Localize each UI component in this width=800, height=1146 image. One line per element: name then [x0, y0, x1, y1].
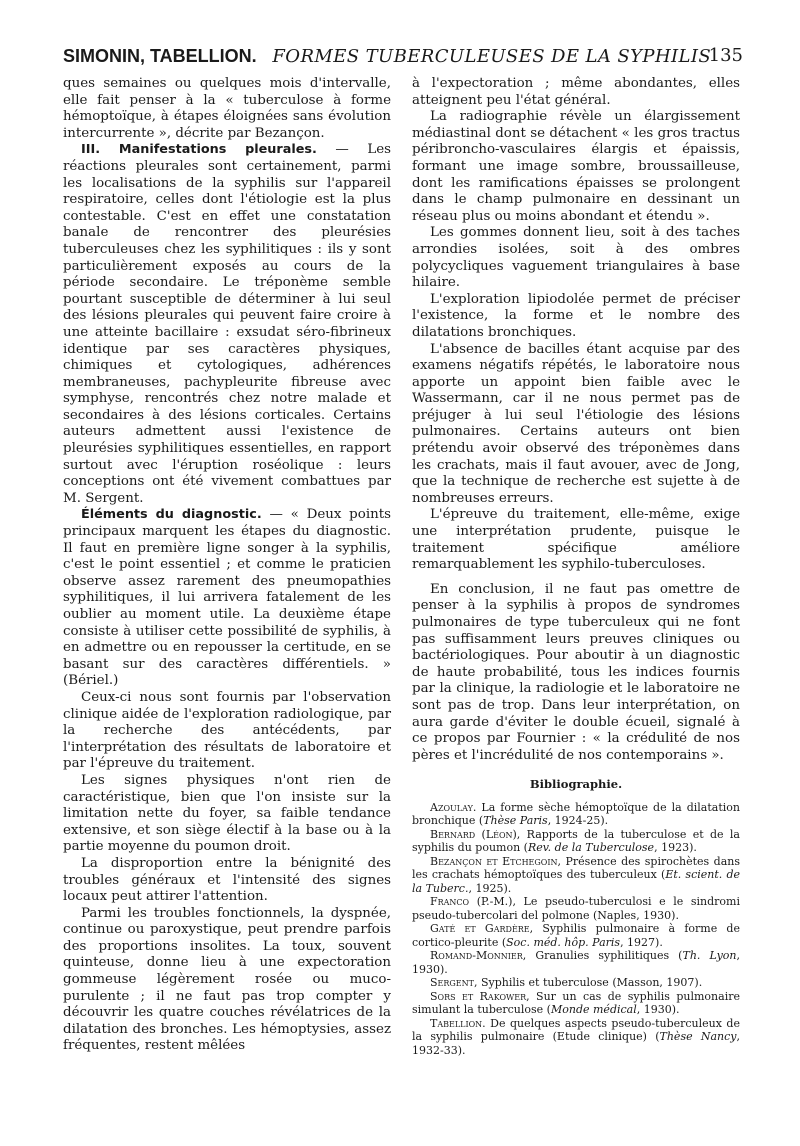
section-heading: Éléments du diagnostic.: [81, 507, 262, 523]
left-column: [63, 76, 391, 1055]
paragraph: L'épreuve du traitement, elle-même, exige une interprétation prudente, puisque le traitement spécifique améliore remarquablement les syphilo-tuberculoses.: [412, 507, 740, 573]
bibliography-entry: Bezançon et Etchegoin, Présence des spirochètes dans les crachats hémoptoïques des tuberculeux (Et. scient. de la Tuberc., 1925).: [412, 854, 741, 895]
paragraph: Parmi les troubles fonctionnels, la dyspnée, continue ou paroxystique, peut prendre parfois des proportions insolites. La toux, souvent quinteuse, donne lieu à une expectoration gommeuse légèrement rosée ou muco-purulente ; il ne faut pas trop compter y découvrir les quatre couches révélatrices de la dilatation des bronches. Les hémoptysies, assez fréquentes, restent mêlées: [63, 905, 391, 1054]
paragraph: Les signes physiques n'ont rien de caractéristique, bien que l'on insiste sur la limitation nette du foyer, sa faible tendance extensive, et son siège électif à la base ou à la partie moyenne du poumon droit.: [63, 772, 391, 855]
paragraph: La radiographie révèle un élargissement médiastinal dont se détachent « les gros tractus péribroncho-vasculaires élargis et épaissis, formant une image sombre, broussailleuse, dont les ramifications épaisses se prolongent dans le champ pulmonaire en dessinant un réseau plus ou moins abondant et étendu ».: [412, 109, 740, 224]
paragraph: Ceux-ci nous sont fournis par l'observation clinique aidée de l'exploration radiologique, par la recherche des antécédents, par l'interprétation des résultats de laboratoire et par l'épreuve du traitement.: [63, 689, 391, 772]
bibliography-entry: Franco (P.-M.), Le pseudo-tuberculosi e le sindromi pseudo-tubercolari del polmone (Naples, 1930).: [412, 895, 740, 922]
page-number: 135: [708, 45, 743, 66]
section-elements-diagnostic: [63, 507, 391, 690]
paragraph: Les gommes donnent lieu, soit à des taches arrondies isolées, soit à des ombres polycycliques vaguement triangulaires à base hilaire.: [412, 225, 740, 291]
conclusion-paragraph: En conclusion, il ne faut pas omettre de penser à la syphilis à propos de syndromes pulmonaires de type tuberculeux qui ne font pas suffisamment leurs preuves cliniques ou bactériologiques. Pour aboutir à un diagnostic de haute probabilité, tous les indices fournis par la clinique, la radiologie et le laboratoire ne sont pas de trop. Dans leur interprétation, on aura garde d'éviter le double écueil, signalé à ce propos par Fournier : « la crédulité de nos pères et l'incrédulité de nos contemporains ».: [412, 581, 740, 763]
section-text: — Les réactions pleurales sont certainement, parmi les localisations de la syphilis sur l'appareil respiratoire, celles dont l'étiologie est la plus contestable. C'est en effet une constatation banale de rencontrer des pleurésies tuberculeuses chez les syphilitiques : ils y sont particulièrement exposés au cours de la période secondaire. Le tréponème semble pourtant susceptible de déterminer à lui seul des lésions pleurales qui peuvent faire croire à une atteinte bacillaire : exsudat séro-fibrineux identique par ses caractères physiques, chimiques et cytologiques, adhérences membraneuses, pachypleurite fibreuse avec symphyse, rencontrés chez notre malade et secondaires à des lésions corticales. Certains auteurs admettent aussi l'existence de pleurésies syphilitiques essentielles, en rapport surtout avec l'éruption roséolique : leurs conceptions ont été vivement combattues par M. Sergent.: [63, 142, 392, 506]
header-authors: SIMONIN, TABELLION.: [63, 46, 257, 66]
running-header: [63, 44, 743, 68]
header-title: FORMES TUBERCULEUSES DE LA SYPHILIS: [272, 46, 712, 67]
bibliography-list: [412, 801, 740, 1058]
section-text: — « Deux points principaux marquent les étapes du diagnostic. Il faut en première ligne songer à la syphilis, c'est le point essentiel ; et comme le praticien observe assez rarement des pneumopathies syphilitiques, il lui arrivera fatalement de les oublier au moment utile. La deuxième étape consiste à utiliser cette possibilité de syphilis, à en admettre ou en repousser la certitude, en se basant sur des caractères différentiels. » (Bériel.): [63, 507, 391, 689]
bibliography-title: Bibliographie.: [529, 777, 623, 792]
paragraph: à l'expectoration ; même abondantes, elles atteignent peu l'état général.: [412, 76, 740, 108]
paragraph: L'exploration lipiodolée permet de préciser l'existence, la forme et le nombre des dilatations bronchiques.: [412, 291, 740, 340]
paragraph: ques semaines ou quelques mois d'intervalle, elle fait penser à la « tuberculose à forme hémoptoïque, à étapes éloignées sans évolution intercurrente », décrite par Bezançon.: [63, 76, 391, 141]
paragraph: La disproportion entre la bénignité des troubles généraux et l'intensité des signes locaux peut attirer l'attention.: [63, 855, 391, 905]
bibliography-entry: Gaté et Gardère, Syphilis pulmonaire à forme de cortico-pleurite (Soc. méd. hôp. Paris, 1927).: [412, 922, 740, 949]
paragraph: L'absence de bacilles étant acquise par des examens négatifs répétés, le laboratoire nous apporte un appoint bien faible avec le Wassermann, car il ne nous permet pas de préjuger à lui seul l'étiologie des lésions pulmonaires. Certains auteurs ont bien prétendu avoir observé des tréponèmes dans les crachats, mais il faut avouer, avec de Jong, que la technique de recherche est sujette à de nombreuses erreurs.: [412, 341, 740, 506]
bibliography-entry: Azoulay. La forme sèche hémoptoïque de la dilatation bronchique (Thèse Paris, 1924-25).: [412, 800, 740, 828]
bibliography-entry: Sergent, Syphilis et tuberculose (Masson, 1907).: [430, 976, 703, 990]
bibliography-entry: Bernard (Léon), Rapports de la tuberculose et de la syphilis du poumon (Rev. de la Tuberculose, 1923).: [412, 827, 740, 855]
bibliography-entry: Romand-Monnier, Granulies syphilitiques (Th. Lyon, 1930).: [412, 949, 740, 976]
right-column: [412, 76, 740, 1057]
bibliography-entry: Tabellion. De quelques aspects pseudo-tuberculeux de la syphilis pulmonaire (Etude clinique) (Thèse Nancy, 1932-33).: [412, 1016, 740, 1057]
bibliography-entry: Sors et Rakower, Sur un cas de syphilis pulmonaire simulant la tuberculose (Monde médical, 1930).: [412, 989, 740, 1017]
section-heading: III. Manifestations pleurales.: [81, 142, 317, 158]
section-manifestations-pleurales: [63, 142, 391, 507]
